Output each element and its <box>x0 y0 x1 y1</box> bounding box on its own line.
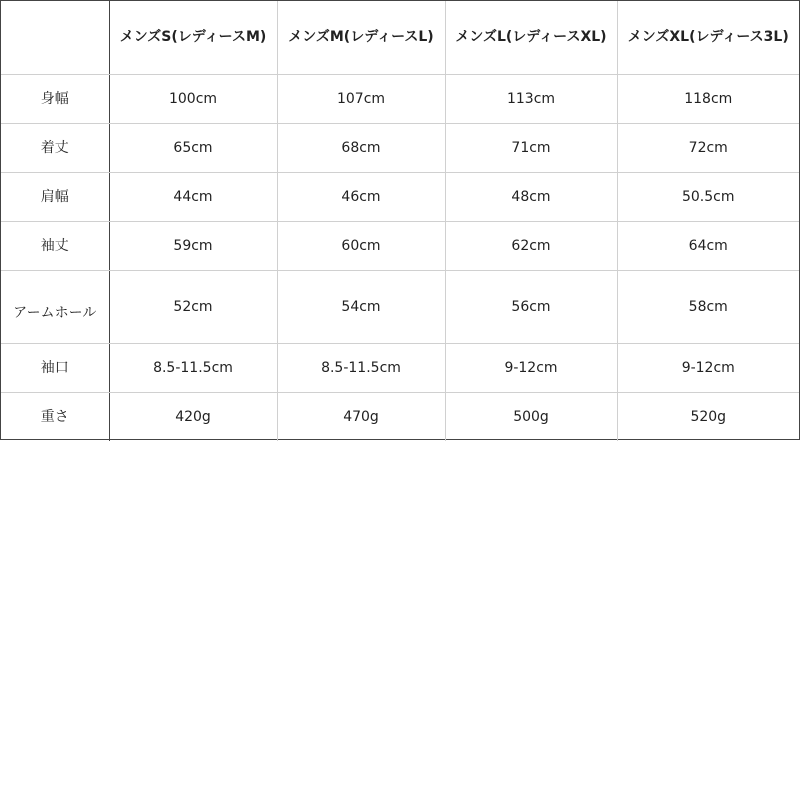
table-row <box>1 221 799 270</box>
table-cell: 44cm <box>109 172 277 221</box>
table-cell: 113cm <box>445 74 617 123</box>
row-label-chest-width: 身幅 <box>1 74 109 123</box>
table-cell: 470g <box>277 392 445 441</box>
row-label-sleeve-length: 袖丈 <box>1 221 109 270</box>
table-cell: 100cm <box>109 74 277 123</box>
table-cell: 59cm <box>109 221 277 270</box>
table-cell: 8.5-11.5cm <box>109 343 277 392</box>
table-row <box>1 74 799 123</box>
table-cell: 46cm <box>277 172 445 221</box>
column-header-mens-l: メンズL(レディースXL) <box>445 1 617 74</box>
row-label-armhole: アームホール <box>1 270 109 343</box>
table-cell: 9-12cm <box>445 343 617 392</box>
table-cell: 60cm <box>277 221 445 270</box>
table-cell: 71cm <box>445 123 617 172</box>
table-row <box>1 392 799 441</box>
table-row <box>1 343 799 392</box>
column-header-mens-m: メンズM(レディースL) <box>277 1 445 74</box>
table-row <box>1 270 799 343</box>
table-cell: 420g <box>109 392 277 441</box>
table-cell: 48cm <box>445 172 617 221</box>
table-cell: 54cm <box>277 270 445 343</box>
header-row <box>1 1 799 74</box>
table-cell: 9-12cm <box>617 343 799 392</box>
table-cell: 107cm <box>277 74 445 123</box>
table-cell: 500g <box>445 392 617 441</box>
size-chart-table <box>1 1 799 441</box>
corner-header-cell <box>1 1 109 74</box>
column-header-mens-xl: メンズXL(レディース3L) <box>617 1 799 74</box>
row-label-length: 着丈 <box>1 123 109 172</box>
table-cell: 72cm <box>617 123 799 172</box>
row-label-weight: 重さ <box>1 392 109 441</box>
table-cell: 50.5cm <box>617 172 799 221</box>
table-cell: 62cm <box>445 221 617 270</box>
table-cell: 56cm <box>445 270 617 343</box>
table-cell: 65cm <box>109 123 277 172</box>
column-header-mens-s: メンズS(レディースM) <box>109 1 277 74</box>
row-label-cuff: 袖口 <box>1 343 109 392</box>
table-cell: 118cm <box>617 74 799 123</box>
table-row <box>1 123 799 172</box>
table-cell: 58cm <box>617 270 799 343</box>
table-cell: 520g <box>617 392 799 441</box>
row-label-shoulder-width: 肩幅 <box>1 172 109 221</box>
table-cell: 68cm <box>277 123 445 172</box>
table-cell: 64cm <box>617 221 799 270</box>
table-cell: 52cm <box>109 270 277 343</box>
table-row <box>1 172 799 221</box>
table-cell: 8.5-11.5cm <box>277 343 445 392</box>
